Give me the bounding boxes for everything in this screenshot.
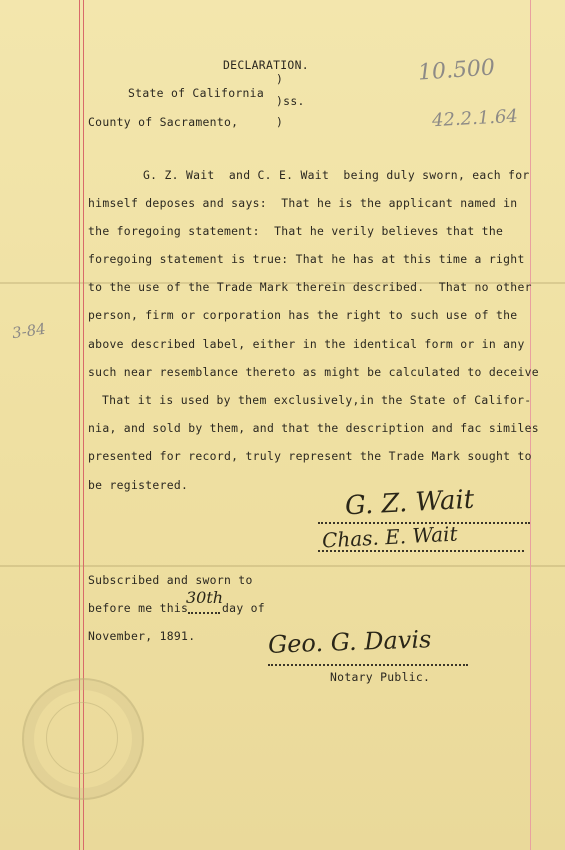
body-line: nia, and sold by them, and that the description and fac similes bbox=[88, 421, 539, 435]
margin-note: 3-84 bbox=[10, 319, 47, 343]
body-line: to the use of the Trade Mark therein described. That no other bbox=[88, 280, 532, 294]
document-title: DECLARATION. bbox=[223, 58, 309, 72]
handwritten-day: 30th bbox=[186, 588, 224, 607]
signature-chas-e-wait: Chas. E. Wait bbox=[321, 521, 459, 553]
body-line: such near resemblance thereto as might be calculated to deceive bbox=[88, 365, 539, 379]
body-line: presented for record, truly represent the Trade Mark sought to bbox=[88, 449, 532, 463]
pencil-annotation: 42.2.1.64 bbox=[431, 105, 519, 132]
notary-signature-line bbox=[268, 664, 468, 666]
signature-g-z-wait: G. Z. Wait bbox=[344, 484, 475, 522]
jurat-line: Subscribed and sworn to bbox=[88, 573, 253, 587]
venue-bracket: ) bbox=[276, 115, 284, 129]
body-line: above described label, either in the identical form or in any bbox=[88, 337, 525, 351]
venue-county: County of Sacramento, bbox=[88, 115, 239, 129]
body-line: be registered. bbox=[88, 478, 189, 492]
pencil-annotation: 10.500 bbox=[417, 55, 496, 86]
notary-signature: Geo. G. Davis bbox=[267, 625, 432, 659]
body-line: person, firm or corporation has the right to such use of the bbox=[88, 308, 518, 322]
jurat-line-prefix: before me this bbox=[88, 601, 189, 615]
body-line: That it is used by them exclusively,in the State of Califor- bbox=[102, 393, 532, 407]
venue-state: State of California bbox=[128, 86, 264, 100]
body-line: the foregoing statement: That he verily believes that the bbox=[88, 224, 504, 238]
jurat-line-suffix: day of bbox=[222, 601, 265, 615]
body-line: G. Z. Wait and C. E. Wait being duly sworn, each for bbox=[143, 168, 530, 182]
body-line: himself deposes and says: That he is the applicant named in bbox=[88, 196, 518, 210]
day-fill-line bbox=[188, 612, 220, 614]
jurat-date: November, 1891. bbox=[88, 629, 196, 643]
notary-seal-embossed bbox=[22, 678, 144, 800]
fold-line bbox=[0, 565, 565, 567]
notary-title: Notary Public. bbox=[330, 670, 431, 684]
venue-bracket-ss: )ss. bbox=[276, 94, 305, 108]
signature-line bbox=[318, 550, 524, 552]
venue-bracket: ) bbox=[276, 72, 284, 86]
body-line: foregoing statement is true: That he has at this time a right bbox=[88, 252, 525, 266]
